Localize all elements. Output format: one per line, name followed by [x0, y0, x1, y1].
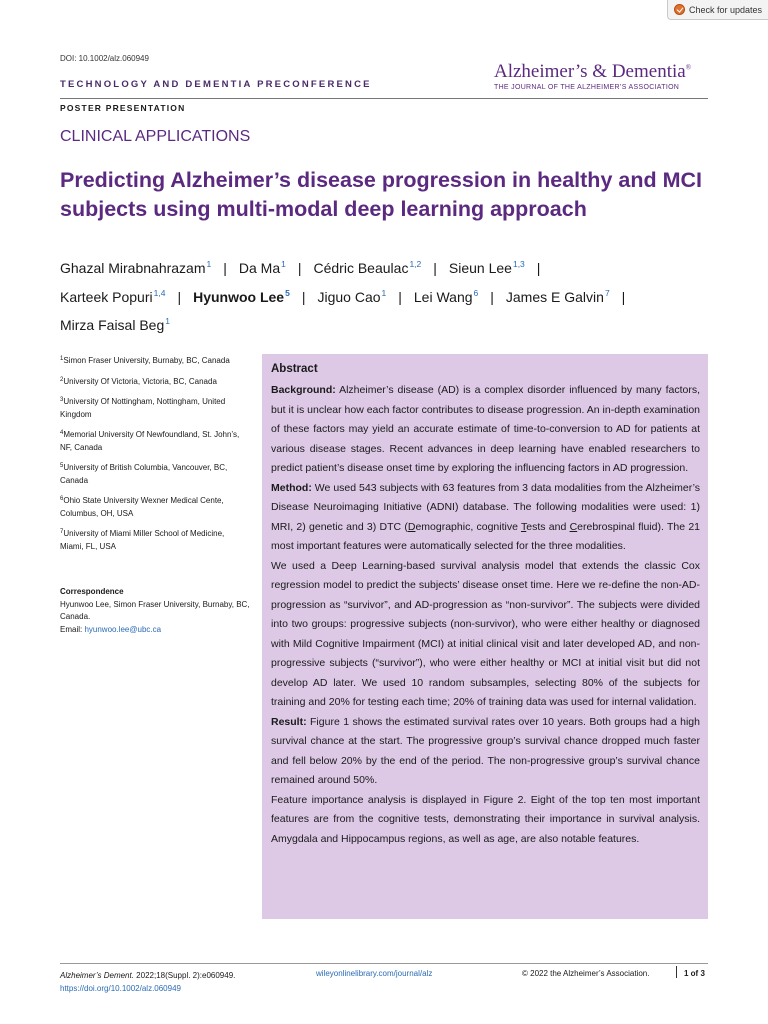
journal-abbrev: Alzheimer’s Dement. — [60, 971, 134, 980]
author-affiliation-ref[interactable]: 6 — [473, 287, 479, 298]
affiliation-text: University Of Nottingham, Nottingham, United Kingdom — [60, 397, 226, 419]
author-separator: | — [398, 288, 402, 305]
journal-logo-subtitle: THE JOURNAL OF THE ALZHEIMER’S ASSOCIATION — [494, 84, 680, 91]
result-label: Result: — [271, 715, 307, 728]
author-name: Jiguo Cao — [317, 288, 381, 305]
author-separator: | — [536, 260, 541, 276]
author-affiliation-ref[interactable]: 1 — [206, 259, 212, 269]
correspondence-heading: Correspondence — [60, 587, 124, 596]
author-separator: | — [223, 260, 227, 276]
abstract-heading: Abstract — [271, 363, 318, 375]
method-text: erebrospinal fluid). The 21 most important features were automatically selected for the three modalities. — [271, 520, 700, 552]
copyright: © 2022 the Alzheimer’s Association. — [522, 969, 650, 978]
method-acronym-letter: C — [569, 520, 578, 533]
author-affiliation-ref[interactable]: 1 — [381, 287, 387, 298]
correspondence-text: Hyunwoo Lee, Simon Fraser University, Burnaby, BC, Canada. — [60, 599, 250, 621]
method-text: We used 543 subjects with 63 features from 3 data modalities from the Alzheimer’s Disease Neuroimaging Initiative (ADNI) database. The following modalities were used: 1) MRI, 2) genetic and 3) DTC ( — [271, 481, 700, 533]
affiliation-item — [60, 353, 250, 368]
abstract-box — [262, 354, 708, 919]
author-affiliation-ref[interactable]: 1,4 — [153, 287, 166, 298]
affiliation-number: 3 — [60, 397, 64, 403]
method-acronym-letter: D — [407, 520, 416, 533]
author[interactable] — [506, 289, 610, 305]
correspondence-email-line — [60, 624, 250, 637]
section-heading: CLINICAL APPLICATIONS — [60, 128, 251, 145]
email-label: Email: — [60, 624, 85, 634]
author-affiliation-ref[interactable]: 1 — [165, 316, 170, 326]
author-name: Hyunwoo Lee — [193, 288, 285, 305]
affiliation-text: Ohio State University Wexner Medical Cente, Columbus, OH, USA — [60, 496, 224, 518]
affiliation-item — [60, 493, 250, 520]
affiliation-text: University Of Victoria, Victoria, BC, Canada — [63, 376, 217, 386]
author-affiliation-ref[interactable]: 7 — [604, 287, 610, 298]
footer-divider — [60, 963, 708, 964]
affiliation-item — [60, 460, 250, 487]
author-separator: | — [490, 288, 494, 305]
correspondence-block — [60, 586, 250, 636]
author-affiliation-ref[interactable]: 5 — [285, 287, 290, 298]
author-affiliation-ref[interactable]: 1 — [281, 259, 286, 269]
author-separator: | — [621, 288, 626, 305]
author[interactable] — [314, 260, 422, 276]
author[interactable] — [239, 260, 286, 276]
email-link[interactable]: hyunwoo.lee@ubc.ca — [84, 624, 162, 634]
affiliation-text: University of Miami Miller School of Medicine, Miami, FL, USA — [60, 529, 225, 551]
author[interactable] — [60, 289, 165, 305]
check-for-updates-label: Check for updates — [689, 4, 763, 15]
check-updates-icon — [674, 4, 685, 15]
page-number: 1 of 3 — [684, 969, 705, 978]
conference-name: TECHNOLOGY AND DEMENTIA PRECONFERENCE — [60, 79, 372, 90]
author-name: Sieun Lee — [448, 260, 512, 276]
affiliation-number: 6 — [60, 496, 64, 502]
article-title: Predicting Alzheimer’s disease progression in healthy and MCI subjects using multi-modal deep learning approach — [60, 168, 702, 221]
background-label: Background: — [271, 384, 336, 396]
affiliation-item — [60, 394, 250, 421]
affiliation-text: Memorial University Of Newfoundland, St. John’s, NF, Canada — [60, 430, 240, 452]
abstract-result — [271, 713, 700, 791]
author-separator: | — [433, 260, 437, 276]
header-divider — [60, 98, 708, 99]
abstract-method-continued: We used a Deep Learning-based survival analysis model that extends the classic Cox regression model to predict the subjects’ disease onset time. Here we re-define the non-AD-progression as “survivor”, and AD-progression as “non-survivor”. The subjects were divided into two groups: progressive subjects (non-survivor), who were either healthy or diagnosed with Mild Cognitive Impairment (MCI) at initial clinical visit and later developed AD, and non-progressive subjects (“survivor”), who were either healthy or MCI at initial visit but did not develop AD later. We used 10 random subsamples, selecting 80% of the subjects for training and 20% for testing each time; 20% of training data was used for internal validation. — [271, 559, 700, 708]
affiliation-number: 2 — [60, 376, 64, 383]
author[interactable] — [60, 260, 211, 276]
author-name: James E Galvin — [505, 288, 604, 305]
author-name: Ghazal Mirabnahrazam — [60, 260, 206, 276]
affiliation-item — [60, 427, 250, 454]
author[interactable] — [414, 289, 478, 305]
affiliation-item — [60, 526, 250, 553]
background-text: Alzheimer’s disease (AD) is a complex disorder influenced by many factors, but it is unclear how each factor contributes to disease progression. An in-depth examination of these factors may yield an accurate estimate of time-to-conversion to AD for patients at various disease stages. Recent advances in deep learning have enabled researchers to predict patient’s disease onset time by exploring the influencing factors in AD progression. — [271, 384, 700, 474]
affiliation-number: 5 — [60, 463, 64, 469]
affiliations — [60, 353, 250, 559]
citation-details: 2022;18(Suppl. 2):e060949. — [133, 971, 236, 980]
page-separator — [676, 966, 677, 978]
affiliation-number: 7 — [60, 529, 64, 535]
footer-citation — [60, 969, 235, 995]
affiliation-text: University of British Columbia, Vancouver, BC, Canada — [60, 463, 228, 485]
affiliation-item — [60, 374, 250, 389]
method-label: Method: — [271, 481, 312, 494]
author[interactable] — [60, 317, 170, 333]
author-corresponding[interactable] — [193, 289, 290, 305]
journal-logo — [494, 61, 710, 91]
author-name: Mirza Faisal Beg — [60, 317, 165, 333]
method-text: ests and — [526, 520, 570, 533]
author-affiliation-ref[interactable]: 1,2 — [409, 259, 422, 269]
affiliation-number: 4 — [60, 430, 64, 436]
author[interactable] — [317, 289, 386, 305]
author-separator: | — [301, 288, 306, 305]
check-for-updates-button[interactable] — [667, 0, 768, 20]
author-separator: | — [297, 260, 302, 276]
author[interactable] — [449, 260, 525, 276]
journal-logo-text: Alzheimer’s & Dementia — [494, 61, 686, 82]
author-name: Lei Wang — [413, 288, 473, 305]
journal-logo-title — [494, 61, 710, 83]
result-text: Figure 1 shows the estimated survival rates over 10 years. Both groups had a high survival chance at the start. The progressive group’s survival chance dropped much faster and fell below 20% by the end of the period. The non-progressive group’s survival chance remained around 50%. — [271, 715, 700, 786]
doi-link[interactable]: https://doi.org/10.1002/alz.060949 — [60, 984, 181, 993]
method-text: emographic, cognitive — [415, 520, 522, 533]
presentation-type: POSTER PRESENTATION — [60, 103, 186, 113]
author-separator: | — [177, 288, 182, 305]
author-list — [60, 252, 720, 338]
doi-header: DOI: 10.1002/alz.060949 — [60, 54, 149, 63]
author-affiliation-ref[interactable]: 1,3 — [512, 259, 525, 269]
citation-line — [60, 969, 235, 982]
affiliation-text: Simon Fraser University, Burnaby, BC, Canada — [63, 356, 230, 365]
abstract-result-continued: Feature importance analysis is displayed in Figure 2. Eight of the top ten most important features are from the cognitive tests, demonstrating their importance in survival analysis. Amygdala and Hippocampus regions, as well as age, are also notable features. — [271, 793, 700, 845]
affiliation-number: 1 — [60, 356, 64, 362]
abstract-background — [271, 381, 700, 479]
author-name: Cédric Beaulac — [313, 260, 409, 276]
author-name: Da Ma — [238, 260, 281, 276]
registered-mark: ® — [685, 63, 692, 72]
abstract-method — [271, 479, 700, 557]
author-name: Karteek Popuri — [60, 288, 153, 305]
wiley-link[interactable]: wileyonlinelibrary.com/journal/alz — [316, 969, 433, 978]
method-acronym-letter: T — [521, 520, 527, 533]
